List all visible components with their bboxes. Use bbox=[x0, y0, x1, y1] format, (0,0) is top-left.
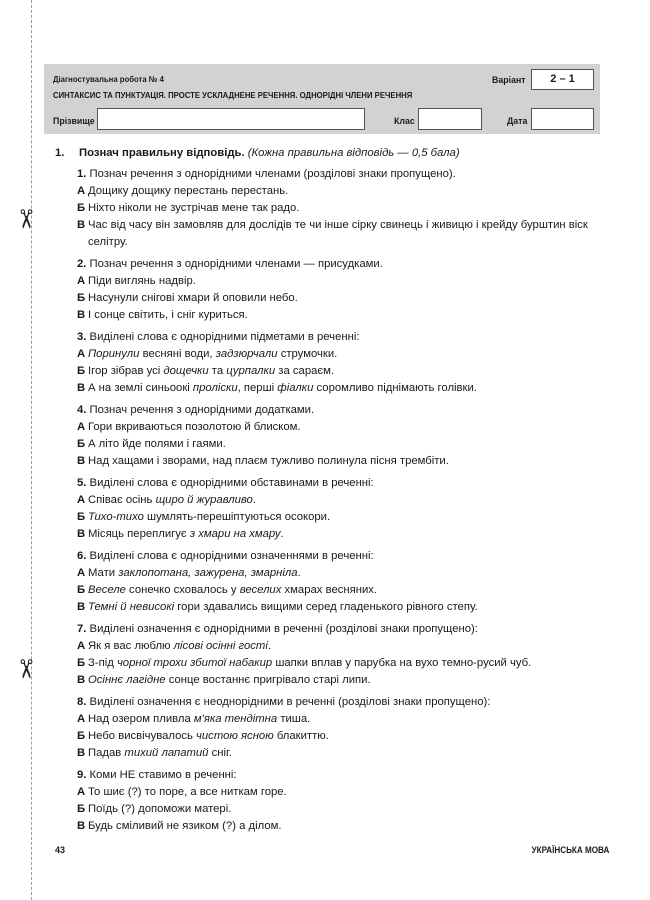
option-letter: А bbox=[77, 494, 86, 506]
option-text bbox=[88, 453, 610, 470]
question-number: 1. bbox=[77, 168, 87, 180]
question-number: 4. bbox=[77, 404, 87, 416]
option-text-part: З-під bbox=[88, 657, 117, 669]
question-stem bbox=[77, 548, 610, 565]
option-text-part: тиша. bbox=[277, 713, 311, 725]
option-text bbox=[88, 307, 610, 324]
option-letter: А bbox=[77, 275, 86, 287]
answer-option[interactable] bbox=[77, 672, 610, 689]
question-text: Познач речення з однорідними членами (розділові знаки пропущено). bbox=[86, 168, 456, 180]
option-letter: Б bbox=[77, 730, 86, 742]
option-text bbox=[88, 638, 610, 655]
option-text-part: . bbox=[297, 567, 301, 579]
option-text bbox=[88, 492, 610, 509]
option-text-part: Як я вас люблю bbox=[88, 640, 174, 652]
cut-line bbox=[31, 0, 32, 900]
option-text-part: , перші bbox=[237, 382, 278, 394]
worksheet-header bbox=[44, 64, 600, 134]
option-letter: Б bbox=[77, 365, 86, 377]
option-text-part: А на землі синьоокі bbox=[88, 382, 193, 394]
highlighted-words: пролiски bbox=[192, 382, 238, 394]
option-letter: В bbox=[77, 747, 86, 759]
answer-option[interactable] bbox=[77, 436, 610, 453]
option-text-part: Гори вкриваються позолотою й блиском. bbox=[88, 421, 301, 433]
option-text-part: Мати bbox=[88, 567, 119, 579]
option-text-part: за сараєм. bbox=[275, 365, 335, 377]
task-content bbox=[55, 145, 610, 840]
worksheet-topic: СИНТАКСИС ТА ПУНКТУАЦІЯ. ПРОСТЕ УСКЛАДНЕНЕ РЕЧЕННЯ. ОДНОРІДНІ ЧЛЕНИ РЕЧЕННЯ bbox=[53, 90, 413, 100]
answer-option[interactable] bbox=[77, 818, 610, 835]
option-text bbox=[88, 711, 610, 728]
option-text bbox=[88, 565, 610, 582]
option-text-part: Ігор зібрав усі bbox=[88, 365, 164, 377]
worksheet-title: Діагностувальна робота № 4 bbox=[53, 74, 164, 84]
question-number: 8. bbox=[77, 696, 87, 708]
option-letter: В bbox=[77, 309, 86, 321]
answer-option[interactable] bbox=[77, 273, 610, 290]
class-label: Клас bbox=[394, 116, 415, 126]
highlighted-words: Поринули bbox=[88, 348, 140, 360]
highlighted-words: Осіннє лагідне bbox=[88, 674, 166, 686]
option-text bbox=[88, 509, 610, 526]
option-letter: А bbox=[77, 348, 86, 360]
option-text-part: Насунули снігові хмари й оповили небо. bbox=[88, 292, 298, 304]
option-text-part: Місяць переплигує bbox=[88, 528, 190, 540]
question-number: 9. bbox=[77, 769, 87, 781]
scissors-icon: ✂ bbox=[9, 658, 40, 680]
option-text bbox=[88, 346, 610, 363]
answer-option[interactable] bbox=[77, 784, 610, 801]
option-letter: В bbox=[77, 601, 86, 613]
option-text bbox=[88, 745, 610, 762]
question-text: Виділені означення є неоднорідними в реченні (розділові знаки пропущено): bbox=[86, 696, 491, 708]
option-text bbox=[88, 436, 610, 453]
option-letter: Б bbox=[77, 438, 86, 450]
question-text: Познач речення з однорідними членами — присудками. bbox=[86, 258, 383, 270]
surname-field[interactable] bbox=[97, 108, 365, 130]
highlighted-words: Тихо-тихо bbox=[88, 511, 144, 523]
task-note: (Кожна правильна відповідь — 0,5 бала) bbox=[247, 147, 460, 159]
question-4 bbox=[77, 402, 610, 470]
date-label: Дата bbox=[507, 116, 528, 126]
option-text-part: соромливо піднімають голівки. bbox=[313, 382, 477, 394]
option-text-part: Будь сміливий не язиком (?) а ділом. bbox=[88, 820, 282, 832]
answer-option[interactable] bbox=[77, 183, 610, 200]
option-letter: Б bbox=[77, 657, 86, 669]
question-list bbox=[55, 166, 610, 835]
option-text-part: шумлять-перешіптуються осокори. bbox=[143, 511, 331, 523]
highlighted-words: щиро й журавливо bbox=[155, 494, 253, 506]
option-letter: А bbox=[77, 185, 86, 197]
option-text-part: Падав bbox=[88, 747, 125, 759]
option-text-part: Ніхто ніколи не зустрічав мене так радо. bbox=[88, 202, 300, 214]
option-text bbox=[88, 526, 610, 543]
highlighted-words: заклопотана, зажурена, змарніла bbox=[118, 567, 298, 579]
question-text: Виділені означення є однорідними в реченні (розділові знаки пропущено): bbox=[86, 623, 478, 635]
option-letter: В bbox=[77, 219, 86, 231]
option-text bbox=[88, 672, 610, 689]
option-text-part: Дощику дощику перестань перестань. bbox=[88, 185, 289, 197]
highlighted-words: Темні й невисокі bbox=[88, 601, 175, 613]
answer-option[interactable] bbox=[77, 217, 610, 251]
option-text bbox=[88, 363, 610, 380]
answer-option[interactable] bbox=[77, 638, 610, 655]
highlighted-words: тихий лапатий bbox=[124, 747, 209, 759]
question-stem bbox=[77, 166, 610, 183]
option-text-part: . bbox=[280, 528, 284, 540]
option-text-part: та bbox=[208, 365, 227, 377]
option-text bbox=[88, 217, 610, 251]
option-letter: В bbox=[77, 820, 86, 832]
option-text bbox=[88, 582, 610, 599]
option-text-part: Небо висвічувалось bbox=[88, 730, 197, 742]
option-text-part: сонце востаннє пригрівало старі липи. bbox=[165, 674, 371, 686]
question-text: Познач речення з однорідними додатками. bbox=[86, 404, 315, 416]
option-text bbox=[88, 273, 610, 290]
option-letter: А bbox=[77, 786, 86, 798]
class-field[interactable] bbox=[418, 108, 482, 130]
variant-label: Варіант bbox=[492, 75, 526, 85]
option-text bbox=[88, 801, 610, 818]
question-number: 2. bbox=[77, 258, 87, 270]
answer-option[interactable] bbox=[77, 745, 610, 762]
option-letter: В bbox=[77, 528, 86, 540]
highlighted-words: м'яка тендітна bbox=[193, 713, 278, 725]
answer-option[interactable] bbox=[77, 307, 610, 324]
highlighted-words: веселих bbox=[239, 584, 282, 596]
option-text-part: Співає осінь bbox=[88, 494, 156, 506]
option-text bbox=[88, 419, 610, 436]
highlighted-words: чорної трохи збитої набакир bbox=[116, 657, 273, 669]
question-8 bbox=[77, 694, 610, 762]
option-text-part: гори здавались вищими серед гладенького рівного степу. bbox=[174, 601, 478, 613]
question-7 bbox=[77, 621, 610, 689]
surname-label: Прізвище bbox=[53, 116, 95, 126]
question-stem bbox=[77, 256, 610, 273]
question-number: 5. bbox=[77, 477, 87, 489]
question-stem bbox=[77, 329, 610, 346]
option-text-part: струмочки. bbox=[277, 348, 338, 360]
task-title: Познач правильну відповідь. bbox=[79, 147, 245, 159]
highlighted-words: цурпалки bbox=[226, 365, 276, 377]
option-text-part: Над озером пливла bbox=[88, 713, 194, 725]
question-text: Виділені слова є однорідними обставинами в реченні: bbox=[86, 477, 374, 489]
answer-option[interactable] bbox=[77, 801, 610, 818]
highlighted-words: Веселе bbox=[88, 584, 126, 596]
option-text-part: . bbox=[267, 640, 271, 652]
answer-option[interactable] bbox=[77, 363, 610, 380]
option-letter: В bbox=[77, 455, 86, 467]
question-text: Коми НЕ ставимо в реченні: bbox=[86, 769, 237, 781]
option-text-part: сонечко сховалось у bbox=[125, 584, 240, 596]
option-text-part: Піди виглянь надвір. bbox=[88, 275, 196, 287]
question-text: Виділені слова є однорідними означеннями в реченні: bbox=[86, 550, 374, 562]
scissors-icon: ✂ bbox=[9, 208, 40, 230]
option-text-part: хмарах весняних. bbox=[281, 584, 378, 596]
option-text-part: Над хащами і зворами, над плаєм тужливо полинула пісня трембіти. bbox=[88, 455, 449, 467]
option-text bbox=[88, 183, 610, 200]
question-5 bbox=[77, 475, 610, 543]
variant-value: 2 – 1 bbox=[531, 69, 594, 90]
answer-option[interactable] bbox=[77, 380, 610, 397]
option-text-part: сніг. bbox=[208, 747, 232, 759]
answer-option[interactable] bbox=[77, 526, 610, 543]
question-9 bbox=[77, 767, 610, 835]
option-letter: Б bbox=[77, 292, 86, 304]
option-text-part: То шиє (?) то поре, а все ниткам горе. bbox=[88, 786, 287, 798]
answer-option[interactable] bbox=[77, 728, 610, 745]
highlighted-words: фіалки bbox=[277, 382, 314, 394]
highlighted-words: дощечки bbox=[163, 365, 209, 377]
option-letter: А bbox=[77, 421, 86, 433]
highlighted-words: з хмари на хмару bbox=[189, 528, 281, 540]
option-text bbox=[88, 655, 610, 672]
option-text bbox=[88, 599, 610, 616]
question-stem bbox=[77, 621, 610, 638]
option-letter: Б bbox=[77, 202, 86, 214]
option-text-part: Поїдь (?) допоможи матері. bbox=[88, 803, 232, 815]
answer-option[interactable] bbox=[77, 509, 610, 526]
option-text-part: блакиттю. bbox=[273, 730, 329, 742]
task-heading bbox=[55, 145, 610, 162]
date-field[interactable] bbox=[531, 108, 594, 130]
answer-option[interactable] bbox=[77, 290, 610, 307]
option-text bbox=[88, 290, 610, 307]
option-letter: Б bbox=[77, 511, 86, 523]
option-letter: В bbox=[77, 382, 86, 394]
option-text-part: А літо йде полями і гаями. bbox=[88, 438, 226, 450]
option-text-part: шапки вплав у парубка на вухо темно-русий чуб. bbox=[272, 657, 532, 669]
answer-option[interactable] bbox=[77, 565, 610, 582]
highlighted-words: задзюрчали bbox=[215, 348, 278, 360]
question-number: 6. bbox=[77, 550, 87, 562]
question-3 bbox=[77, 329, 610, 397]
subject-label: УКРАЇНСЬКА МОВА bbox=[531, 845, 609, 855]
answer-option[interactable] bbox=[77, 200, 610, 217]
option-text bbox=[88, 728, 610, 745]
question-text: Виділені слова є однорідними підметами в реченні: bbox=[86, 331, 360, 343]
answer-option[interactable] bbox=[77, 711, 610, 728]
question-number: 7. bbox=[77, 623, 87, 635]
task-number: 1. bbox=[55, 147, 65, 159]
answer-option[interactable] bbox=[77, 419, 610, 436]
option-letter: А bbox=[77, 567, 86, 579]
question-stem bbox=[77, 694, 610, 711]
answer-option[interactable] bbox=[77, 655, 610, 672]
option-letter: А bbox=[77, 713, 86, 725]
option-text-part: весняні води, bbox=[139, 348, 216, 360]
option-letter: Б bbox=[77, 584, 86, 596]
question-1 bbox=[77, 166, 610, 251]
option-letter: В bbox=[77, 674, 86, 686]
answer-option[interactable] bbox=[77, 582, 610, 599]
option-text-part: Час від часу він замовляв для дослідів те чи інше сірку свинець і живицю і крейду бурштин віск селітру. bbox=[88, 219, 588, 248]
option-text bbox=[88, 380, 610, 397]
question-stem bbox=[77, 475, 610, 492]
question-stem bbox=[77, 767, 610, 784]
option-text bbox=[88, 200, 610, 217]
answer-option[interactable] bbox=[77, 346, 610, 363]
question-stem bbox=[77, 402, 610, 419]
highlighted-words: чистою ясною bbox=[196, 730, 274, 742]
answer-option[interactable] bbox=[77, 453, 610, 470]
option-text-part: . bbox=[252, 494, 256, 506]
option-text bbox=[88, 784, 610, 801]
option-letter: Б bbox=[77, 803, 86, 815]
option-text bbox=[88, 818, 610, 835]
question-6 bbox=[77, 548, 610, 616]
answer-option[interactable] bbox=[77, 492, 610, 509]
question-2 bbox=[77, 256, 610, 324]
question-number: 3. bbox=[77, 331, 87, 343]
highlighted-words: лісові осінні гості bbox=[173, 640, 268, 652]
option-text-part: І сонце світить, і сніг куриться. bbox=[88, 309, 248, 321]
option-letter: А bbox=[77, 640, 86, 652]
answer-option[interactable] bbox=[77, 599, 610, 616]
page-number: 43 bbox=[55, 845, 66, 855]
